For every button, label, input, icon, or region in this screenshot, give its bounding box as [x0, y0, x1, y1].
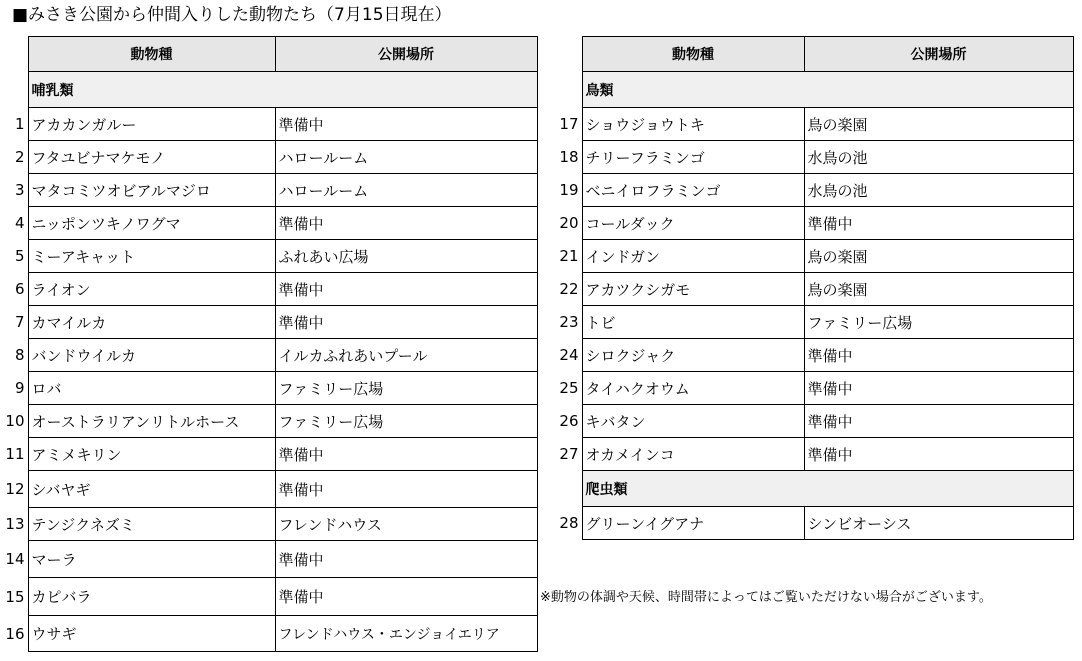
page-title: ■みさき公園から仲間入りした動物たち（7月15日現在） [12, 5, 452, 25]
species-name: オーストラリアンリトルホース [28, 405, 275, 438]
species-name: トビ [582, 306, 804, 339]
table-row [554, 438, 1073, 471]
species-name: ミーアキャット [28, 240, 275, 273]
category-reptiles: 爬虫類 [582, 471, 1073, 507]
species-name: タイハクオウム [582, 372, 804, 405]
row-number: 9 [4, 372, 28, 405]
table-row [4, 541, 537, 578]
species-name: チリーフラミンゴ [582, 141, 804, 174]
row-number: 5 [4, 240, 28, 273]
table-row [4, 405, 537, 438]
row-number: 20 [554, 207, 582, 240]
row-number: 27 [554, 438, 582, 471]
location-name: ファミリー広場 [275, 372, 537, 405]
location-name: 鳥の楽園 [804, 108, 1073, 141]
table-row [554, 240, 1073, 273]
row-number: 2 [4, 141, 28, 174]
table-row [554, 405, 1073, 438]
category-mammals: 哺乳類 [28, 72, 537, 108]
table-row [554, 372, 1073, 405]
species-header: 動物種 [582, 37, 804, 72]
category-row [554, 471, 1073, 507]
location-name: ファミリー広場 [275, 405, 537, 438]
row-number: 1 [4, 108, 28, 141]
table-row [4, 578, 537, 616]
species-name: マタコミツオビアルマジロ [28, 174, 275, 207]
table-row [554, 108, 1073, 141]
location-name: 準備中 [275, 541, 537, 578]
table-row [554, 207, 1073, 240]
species-name: アミメキリン [28, 438, 275, 471]
species-name: ショウジョウトキ [582, 108, 804, 141]
row-number: 13 [4, 508, 28, 541]
table-row [4, 240, 537, 273]
species-name: カマイルカ [28, 306, 275, 339]
location-name: 鳥の楽園 [804, 273, 1073, 306]
row-number: 26 [554, 405, 582, 438]
location-name: イルカふれあいプール [275, 339, 537, 372]
location-name: 準備中 [804, 405, 1073, 438]
table-row [554, 507, 1073, 540]
location-name: 準備中 [804, 372, 1073, 405]
table-row [4, 339, 537, 372]
header-row [554, 37, 1073, 72]
location-header: 公開場所 [275, 37, 537, 72]
row-number: 28 [554, 507, 582, 540]
table-row [4, 207, 537, 240]
table-row [4, 108, 537, 141]
species-name: カピバラ [28, 578, 275, 616]
species-name: テンジクネズミ [28, 508, 275, 541]
location-name: フレンドハウス [275, 508, 537, 541]
location-name: 鳥の楽園 [804, 240, 1073, 273]
table-row [4, 616, 537, 652]
row-number: 24 [554, 339, 582, 372]
location-name: 準備中 [275, 306, 537, 339]
table-row [554, 141, 1073, 174]
location-name: ファミリー広場 [804, 306, 1073, 339]
species-name: コールダック [582, 207, 804, 240]
row-number: 6 [4, 273, 28, 306]
table-row [4, 141, 537, 174]
species-name: シバヤギ [28, 471, 275, 508]
mammals-table [4, 36, 538, 652]
row-number: 23 [554, 306, 582, 339]
row-number: 3 [4, 174, 28, 207]
row-number: 19 [554, 174, 582, 207]
table-row [4, 438, 537, 471]
location-name: シンビオーシス [804, 507, 1073, 540]
location-name: 準備中 [275, 471, 537, 508]
table-row [4, 306, 537, 339]
species-name: ベニイロフラミンゴ [582, 174, 804, 207]
species-name: フタユビナマケモノ [28, 141, 275, 174]
location-name: 水鳥の池 [804, 141, 1073, 174]
species-name: オカメインコ [582, 438, 804, 471]
table-row [4, 471, 537, 508]
species-name: バンドウイルカ [28, 339, 275, 372]
location-name: 水鳥の池 [804, 174, 1073, 207]
row-number: 8 [4, 339, 28, 372]
table-row [554, 339, 1073, 372]
category-birds: 鳥類 [582, 72, 1073, 108]
table-row [4, 273, 537, 306]
category-row [4, 72, 537, 108]
header-row [4, 37, 537, 72]
location-name: ハロールーム [275, 141, 537, 174]
table-row [554, 174, 1073, 207]
location-name: 準備中 [275, 438, 537, 471]
species-name: ウサギ [28, 616, 275, 652]
table-row [4, 174, 537, 207]
location-name: ハロールーム [275, 174, 537, 207]
category-row [554, 72, 1073, 108]
row-number: 22 [554, 273, 582, 306]
species-header: 動物種 [28, 37, 275, 72]
table-row [4, 372, 537, 405]
species-name: マーラ [28, 541, 275, 578]
row-number: 10 [4, 405, 28, 438]
location-name: 準備中 [275, 273, 537, 306]
row-number: 21 [554, 240, 582, 273]
row-number: 18 [554, 141, 582, 174]
location-name: フレンドハウス・エンジョイエリア [275, 616, 537, 652]
species-name: ライオン [28, 273, 275, 306]
table-row [554, 273, 1073, 306]
row-number: 7 [4, 306, 28, 339]
species-name: ロバ [28, 372, 275, 405]
row-number: 4 [4, 207, 28, 240]
table-row [4, 508, 537, 541]
row-number: 16 [4, 616, 28, 652]
row-number: 12 [4, 471, 28, 508]
row-number: 25 [554, 372, 582, 405]
species-name: グリーンイグアナ [582, 507, 804, 540]
table-row [554, 306, 1073, 339]
location-name: 準備中 [275, 207, 537, 240]
row-number: 15 [4, 578, 28, 616]
species-name: ニッポンツキノワグマ [28, 207, 275, 240]
location-name: 準備中 [804, 207, 1073, 240]
species-name: シロクジャク [582, 339, 804, 372]
location-name: 準備中 [275, 578, 537, 616]
location-header: 公開場所 [804, 37, 1073, 72]
birds-reptiles-table [554, 36, 1074, 540]
species-name: アカツクシガモ [582, 273, 804, 306]
row-number: 17 [554, 108, 582, 141]
location-name: 準備中 [804, 339, 1073, 372]
footnote: ※動物の体調や天候、時間帯によってはご覧いただけない場合がございます。 [540, 590, 992, 605]
row-number: 11 [4, 438, 28, 471]
species-name: インドガン [582, 240, 804, 273]
location-name: 準備中 [275, 108, 537, 141]
row-number: 14 [4, 541, 28, 578]
species-name: アカカンガルー [28, 108, 275, 141]
species-name: キバタン [582, 405, 804, 438]
location-name: 準備中 [804, 438, 1073, 471]
location-name: ふれあい広場 [275, 240, 537, 273]
